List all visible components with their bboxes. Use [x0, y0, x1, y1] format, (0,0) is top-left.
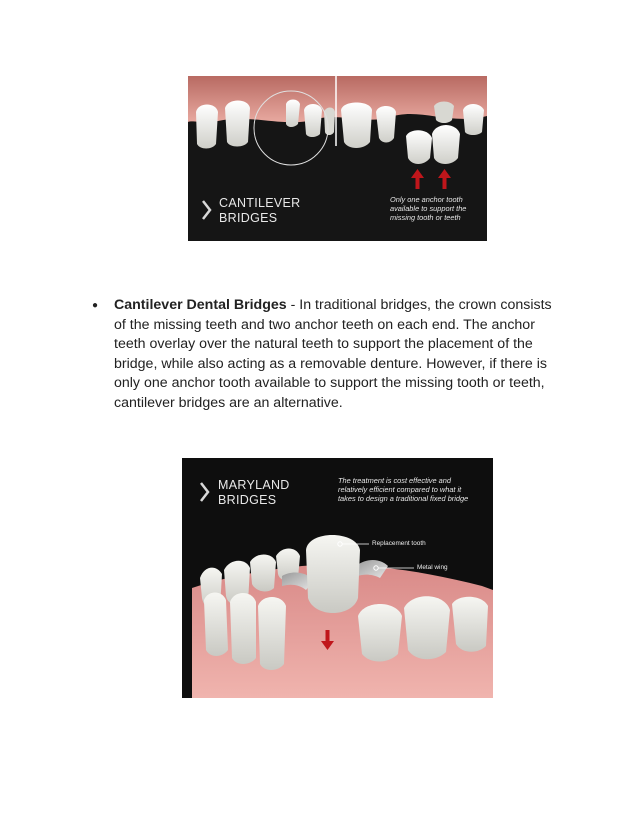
chevron-right-icon: [202, 200, 212, 220]
tooth: [225, 101, 250, 147]
tooth: [230, 593, 256, 664]
tooth: [376, 106, 396, 143]
bullet-paragraph: [114, 296, 560, 413]
bullet-dot: ●: [92, 300, 99, 311]
tooth: [463, 104, 484, 135]
tooth: [304, 104, 322, 137]
tooth: [358, 604, 402, 662]
anchor-tooth: [432, 125, 460, 164]
maryland-bridges-image: [182, 458, 493, 698]
tooth: [196, 105, 218, 149]
tooth: [404, 596, 450, 659]
cantilever-caption-note: Only one anchor tooth available to support the missing tooth or teeth: [390, 195, 467, 222]
cantilever-bridges-image: [188, 76, 487, 241]
replacement-tooth: [306, 535, 360, 613]
bridge-tooth: [406, 130, 432, 164]
tooth: [250, 555, 276, 592]
bullet-description: - In traditional bridges, the crown consists of the missing teeth and two anchor teeth on each end. The anchor teeth overlay over the natural teeth to support the placement of the bridge, while also acting as a removable denture. However, if there is only one anchor tooth available to support the missing tooth or teeth, cantilever bridges are an alternative.: [114, 297, 552, 411]
cantilever-caption-title: CANTILEVER BRIDGES: [219, 196, 301, 225]
label-metal-wing: Metal wing: [417, 564, 448, 571]
tooth: [341, 103, 372, 149]
tooth: [434, 102, 454, 124]
tooth: [286, 100, 300, 128]
bullet-term: Cantilever Dental Bridges: [114, 297, 287, 313]
tooth: [258, 597, 286, 670]
chevron-right-icon: [200, 482, 210, 502]
maryland-caption-title: MARYLAND BRIDGES: [218, 478, 290, 507]
tooth: [324, 108, 335, 136]
tooth: [204, 593, 228, 657]
label-replacement-tooth: Replacement tooth: [372, 540, 426, 547]
tooth: [452, 597, 488, 652]
maryland-caption-note: The treatment is cost effective and relatively efficient compared to what it takes to design a traditional fixed bridge: [338, 476, 469, 503]
